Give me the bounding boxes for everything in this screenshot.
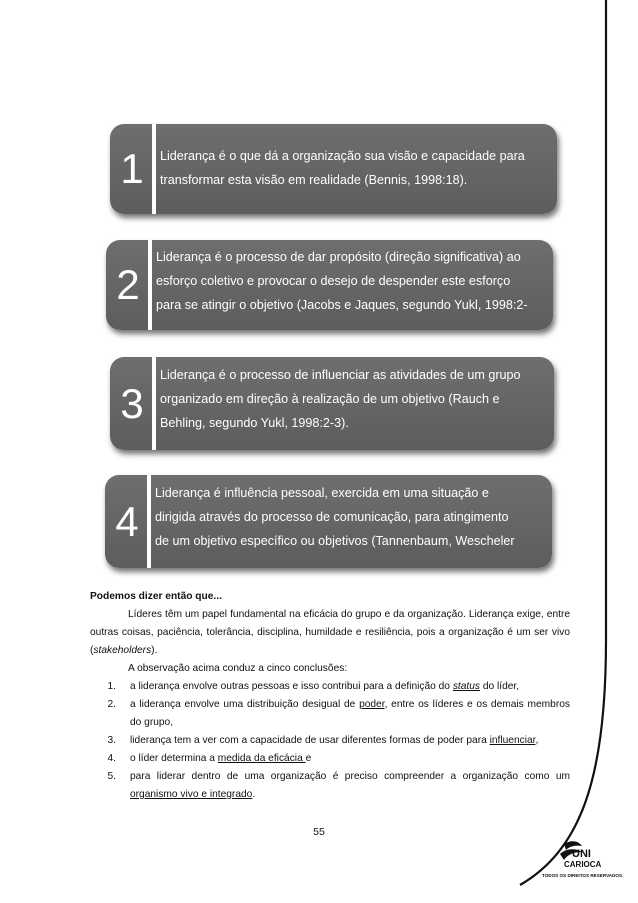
list-text-after: .: [252, 789, 256, 800]
link-organismo-vivo[interactable]: organismo vivo e integrado: [130, 789, 253, 800]
definition-card-1: [110, 124, 557, 214]
card-line: Liderança é o que dá a organização sua visão e capacidade para: [160, 149, 525, 163]
list-text: [130, 732, 570, 750]
card-divider: [147, 475, 151, 568]
list-number: 2.: [107, 699, 116, 710]
list-text-before: a liderança envolve uma distribuição desigual de: [130, 699, 360, 710]
card-text: [160, 144, 525, 192]
card-divider: [152, 357, 156, 450]
card-line: Liderança é influência pessoal, exercida em uma situação e: [155, 486, 489, 500]
card-line: transformar esta visão em realidade (Bennis, 1998:18).: [160, 173, 468, 187]
card-divider: [152, 124, 156, 214]
list-number: 3.: [107, 735, 116, 746]
card-text: [155, 481, 515, 553]
paragraph-leadership: [90, 606, 570, 660]
card-line: Liderança é o processo de influenciar as atividades de um grupo: [160, 368, 521, 382]
list-text-before: para liderar dentro de uma organização é preciso compreender a organização como um: [130, 771, 570, 782]
card-line: de um objetivo específico ou objetivos (Tannenbaum, Wescheler: [155, 534, 515, 548]
stakeholders-term: stakeholders: [93, 645, 152, 656]
list-number: 1.: [107, 681, 116, 692]
section-heading: Podemos dizer então que...: [90, 591, 222, 602]
definition-card-4: [105, 475, 552, 568]
list-text-after: ,: [535, 735, 539, 746]
definition-card-2: [106, 240, 553, 330]
card-number: 4: [115, 497, 139, 545]
list-text-before: liderança tem a ver com a capacidade de usar diferentes formas de poder para: [130, 735, 490, 746]
logo-text-carioca: CARIOCA: [564, 860, 602, 869]
card-line: dirigida através do processo de comunicação, para atingimento: [155, 510, 509, 524]
list-number: 5.: [107, 771, 116, 782]
list-text: [130, 696, 570, 732]
page-number: 55: [313, 826, 325, 838]
list-text: [130, 768, 570, 804]
link-influenciar[interactable]: influenciar: [489, 735, 536, 746]
card-divider: [148, 240, 152, 330]
definition-card-3: [110, 357, 554, 450]
paragraph-text: Líderes têm um papel fundamental na eficácia do grupo e da organização. Liderança exige, entre outras coisas, paciência, tolerância, disciplina, humildade e resiliência, pois a organização é um ser vivo (: [90, 609, 570, 656]
card-text: [156, 245, 528, 317]
list-text-after: , entre os líderes e os demais membros do grupo,: [130, 699, 570, 728]
list-number: 4.: [107, 753, 116, 764]
list-text-after: e: [305, 753, 312, 764]
unicarioca-logo: [520, 840, 624, 890]
card-number: 1: [120, 145, 144, 192]
link-status[interactable]: status: [452, 681, 480, 692]
card-line: para se atingir o objetivo (Jacobs e Jaques, segundo Yukl, 1998:2-: [156, 298, 528, 312]
card-number: 2: [116, 261, 140, 308]
card-number: 3: [120, 379, 144, 427]
card-line: Behling, segundo Yukl, 1998:2-3).: [160, 416, 349, 430]
list-text-before: o líder determina a: [130, 753, 218, 764]
logo-rights-text: TODOS OS DIREITOS RESERVADOS.: [542, 873, 624, 878]
list-text: [130, 678, 570, 696]
card-text: [160, 363, 521, 435]
paragraph-conclusions-intro: A observação acima conduz a cinco conclusões:: [128, 663, 348, 674]
list-text: [130, 750, 570, 768]
link-medida-eficacia[interactable]: medida da eficácia: [217, 753, 306, 764]
link-poder[interactable]: poder: [359, 699, 385, 710]
card-line: Liderança é o processo de dar propósito (direção significativa) ao: [156, 250, 521, 264]
paragraph-text-end: ).: [151, 645, 158, 656]
card-line: esforço coletivo e provocar o desejo de despender este esforço: [156, 274, 511, 288]
logo-text-uni: UNI: [572, 848, 591, 860]
list-text-after: do líder,: [480, 681, 520, 692]
card-line: organizado em direção à realização de um objetivo (Rauch e: [160, 392, 500, 406]
list-text-before: a liderança envolve outras pessoas e isso contribui para a definição do: [130, 681, 453, 692]
